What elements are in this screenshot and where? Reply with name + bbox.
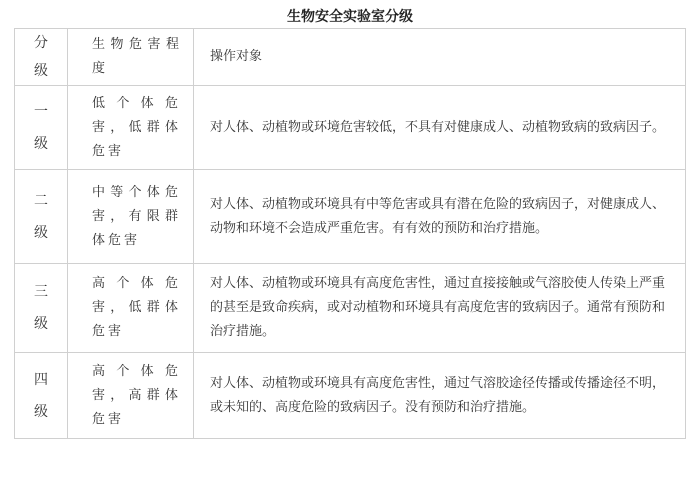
target-text: 对人体、动植物或环境具有高度危害性，通过气溶胶途径传播或传播途径不明，或未知的、高度危险的致病因子。没有预防和治疗措施。 [210,375,666,415]
hazard-text: 高个体危害，低群体危害 [92,276,181,339]
header-level: 分级 [34,35,48,79]
level-cell [15,353,68,439]
level-cell [15,264,68,353]
hazard-cell [68,353,194,439]
level-text: 四级 [34,371,48,420]
hazard-text: 高个体危害，高群体危害 [92,363,181,427]
hazard-cell [68,86,194,170]
table-row [15,264,686,353]
table-row [15,86,686,170]
level-text: 一级 [34,103,48,152]
table-row [15,170,686,264]
level-text: 二级 [34,192,48,241]
header-target: 操作对象 [210,49,263,64]
target-text: 对人体、动植物或环境具有中等危害或具有潜在危险的致病因子，对健康成人、动物和环境不会造成严重危害。有有效的预防和治疗措施。 [210,196,666,236]
table-header-row [15,29,686,86]
table-row [15,353,686,439]
header-hazard: 生物危害程度 [92,37,181,76]
target-text: 对人体、动植物或环境具有高度危害性，通过直接接触或气溶胶使人传染上严重的甚至是致命疾病，或对动植物和环境具有高度危害的致病因子。通常有预防和治疗措施。 [210,276,666,339]
header-cell-target [194,29,686,86]
header-cell-level [15,29,68,86]
hazard-cell [68,264,194,353]
hazard-cell [68,170,194,264]
level-cell [15,170,68,264]
target-cell [194,353,686,439]
level-text: 三级 [34,284,48,332]
target-text: 对人体、动植物或环境危害较低，不具有对健康成人、动植物致病的致病因子。 [210,119,666,135]
target-cell [194,86,686,170]
target-cell [194,264,686,353]
hazard-text: 中等个体危害，有限群体危害 [92,184,181,248]
level-cell [15,86,68,170]
header-cell-hazard [68,29,194,86]
biosafety-level-table [14,28,686,439]
table-title: 生物安全实验室分级 [287,9,413,25]
target-cell [194,170,686,264]
hazard-text: 低个体危害，低群体危害 [92,95,181,159]
